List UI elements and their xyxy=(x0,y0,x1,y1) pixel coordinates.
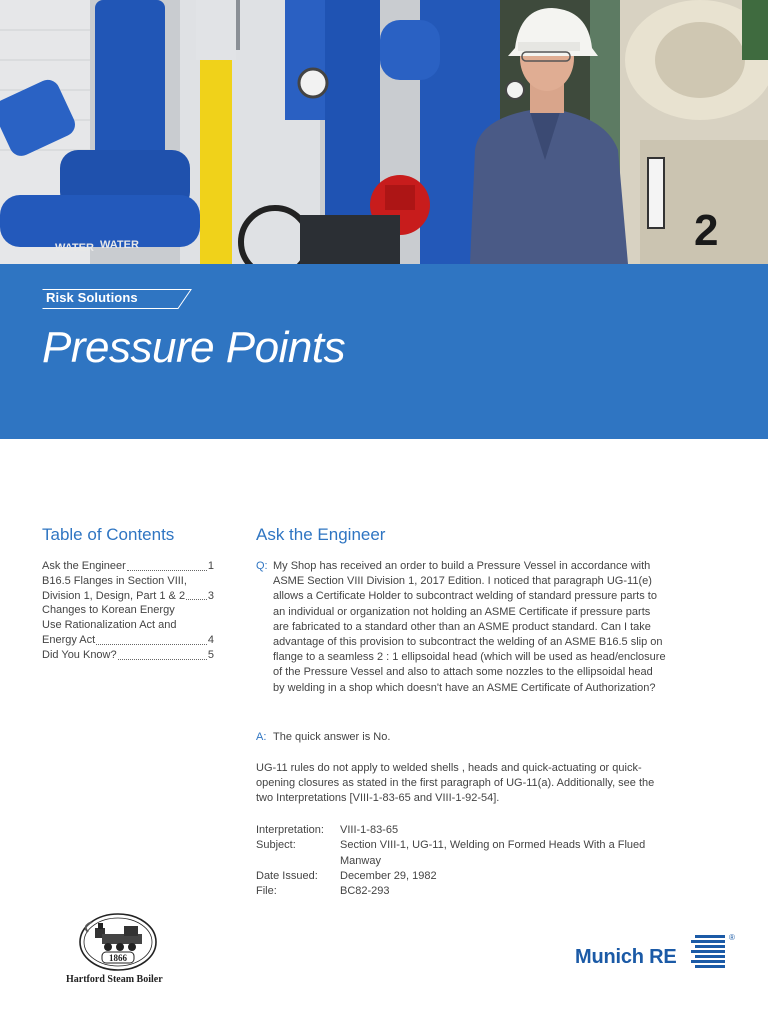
meta-row xyxy=(256,823,666,838)
meta-row xyxy=(256,869,666,884)
toc-entry-title: Use Rationalization Act and xyxy=(42,619,177,632)
meta-value: VIII-1-83-65 xyxy=(340,824,399,836)
answer-text: The quick answer is No. xyxy=(273,731,391,743)
toc-page-number: 1 xyxy=(207,560,214,572)
meta-label: Date Issued: xyxy=(256,869,318,882)
meta-value: Section VIII-1, UG-11, Welding on Formed Heads With a Flued Manway xyxy=(340,839,646,867)
toc-entry[interactable] xyxy=(42,603,214,647)
toc-leader xyxy=(118,659,207,660)
meta-label: File: xyxy=(256,885,277,898)
toc-page-number: 4 xyxy=(207,633,214,646)
hero-machine-number: 2 xyxy=(694,206,719,255)
registered-mark: ® xyxy=(729,933,735,942)
question-block xyxy=(256,559,666,696)
toc-entry-title: Ask the Engineer xyxy=(42,560,126,572)
answer-marker: A: xyxy=(256,731,267,743)
toc-page-number: 3 xyxy=(207,589,214,602)
hsb-year: 1866 xyxy=(109,953,127,963)
answer-block xyxy=(256,730,666,745)
toc-entry-title: Changes to Korean Energy xyxy=(42,604,175,617)
toc-entry[interactable] xyxy=(42,574,214,604)
explanation-paragraph: UG-11 rules do not apply to welded shells , heads and quick-actuating or quick-opening closures as stated in the first paragraph of UG-11(a). Additionally, see the two Interpretations [VIII-1-83-65 and VIII-1-92-54]. xyxy=(256,762,655,805)
question-marker: Q: xyxy=(256,560,268,572)
toc-entry-title: Did You Know? xyxy=(42,648,117,661)
toc-entry-title: Energy Act xyxy=(42,633,96,646)
table-of-contents xyxy=(42,559,214,663)
toc-leader xyxy=(127,570,207,571)
question-text: My Shop has received an order to build a Pressure Vessel in accordance with ASME Section VIII Division 1, 2017 Edition. I noticed that paragraph UG-11(e) allows a Certificate Holder to subcontract welding of standard pressure parts to an individual or organization not holding an ASME Certificate if pressure parts are fabricated to a standard other than an ASME product standard. Can I take advantage of this provision to subcontract the welding of an ASME B16.5 slip on flange to a seamless 2 : 1 ellipsoidal head (which will be used as head/enclosure of the Pressure Vessel and also to attach some nozzles to the ellipsoidal head by welding in a shop which doesn't have an ASME Certificate of Authorization? xyxy=(273,560,666,694)
toc-entry-title: B16.5 Flanges in Section VIII, xyxy=(42,574,187,587)
page-title: Pressure Points xyxy=(42,323,346,372)
toc-leader xyxy=(186,599,207,600)
toc-entry[interactable] xyxy=(42,648,214,663)
hero-pipe-label: WATER xyxy=(55,242,94,254)
toc-heading: Table of Contents xyxy=(42,525,175,544)
toc-leader xyxy=(96,644,207,645)
interpretation-details xyxy=(256,823,666,899)
meta-value: BC82-293 xyxy=(340,885,390,898)
meta-label: Interpretation: xyxy=(256,824,324,836)
meta-row xyxy=(256,838,666,869)
meta-label: Subject: xyxy=(256,839,296,852)
meta-value: December 29, 1982 xyxy=(340,869,437,882)
toc-entry[interactable] xyxy=(42,559,214,574)
tag-label: Risk Solutions xyxy=(46,290,138,305)
meta-row xyxy=(256,884,666,899)
toc-page-number: 5 xyxy=(207,648,214,661)
hsb-name: Hartford Steam Boiler xyxy=(66,974,163,985)
hero-pipe-label: WATER xyxy=(100,239,139,251)
article-heading: Ask the Engineer xyxy=(256,525,386,544)
hero-photo xyxy=(0,0,768,264)
munich-re-wordmark: Munich RE xyxy=(575,946,677,968)
toc-entry-title: Division 1, Design, Part 1 & 2 xyxy=(42,589,186,602)
risk-solutions-tag xyxy=(42,289,192,309)
